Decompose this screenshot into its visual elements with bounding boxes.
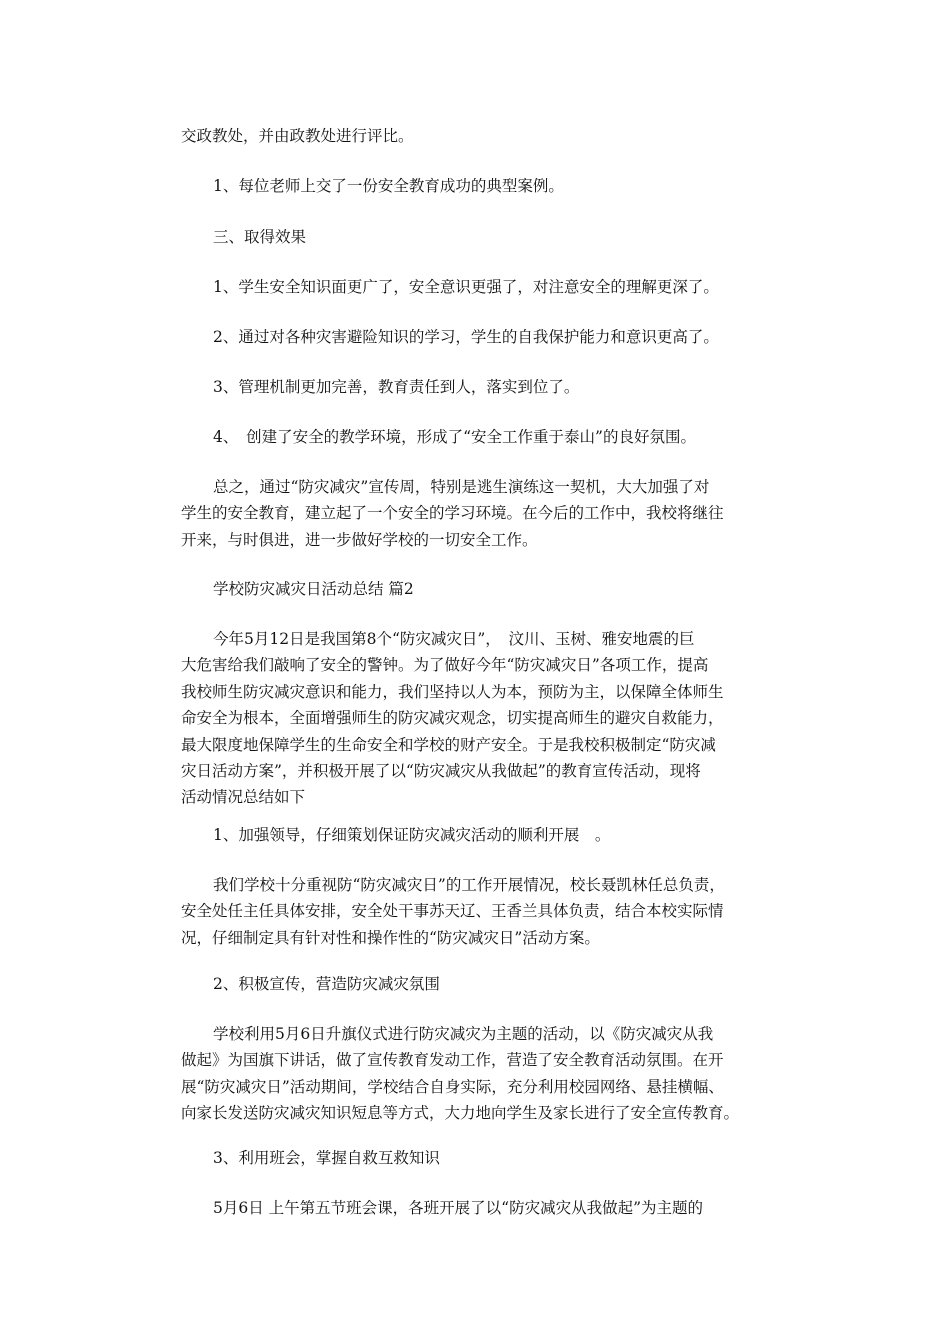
text-line: 三、取得效果 bbox=[213, 228, 307, 246]
text-line: 我们学校十分重视防“防灾减灾日”的工作开展情况，校长聂凯林任总负责， bbox=[213, 876, 725, 894]
text-line: 5月6日 上午第五节班会课，各班开展了以“防灾减灾从我做起”为主题的 bbox=[213, 1199, 704, 1217]
result-item-1 bbox=[181, 274, 775, 300]
text-line: 活动情况总结如下 bbox=[181, 788, 306, 807]
text-line: 3、利用班会，掌握自救互救知识 bbox=[213, 1149, 440, 1167]
text-line: 向家长发送防灾减灾知识短息等方式，大力地向学生及家长进行了安全宣传教育。 bbox=[181, 1104, 740, 1123]
text-line: 我校师生防灾减灾意识和能力，我们坚持以人为本，预防为主，以保障全体师生 bbox=[181, 682, 724, 701]
text-line: 最大限度地保障学生的生命安全和学校的财产安全。于是我校积极制定“防灾减 bbox=[181, 735, 716, 754]
text-line: 今年5月12日是我国第8个“防灾减灾日”， 汶川、玉树、雅安地震的巨 bbox=[213, 630, 695, 648]
paragraph-class-meeting bbox=[181, 1195, 775, 1221]
subheading-class-meeting bbox=[181, 1145, 775, 1171]
text-line: 大危害给我们敲响了安全的警钟。为了做好今年“防灾减灾日”各项工作，提高 bbox=[181, 656, 709, 675]
text-line: 2、通过对各种灾害避险知识的学习，学生的自我保护能力和意识更高了。 bbox=[213, 328, 719, 346]
text-line: 1、加强领导，仔细策划保证防灾减灾活动的顺利开展 。 bbox=[213, 826, 611, 844]
paragraph-leadership bbox=[181, 872, 775, 951]
paragraph-continuation bbox=[181, 123, 775, 149]
subheading-leadership bbox=[181, 822, 775, 848]
article-title-part-2 bbox=[181, 576, 775, 602]
text-line: 学校防灾减灾日活动总结 篇2 bbox=[213, 580, 414, 598]
text-line: 灾日活动方案”，并积极开展了以“防灾减灾从我做起”的教育宣传活动，现将 bbox=[181, 762, 701, 781]
text-line: 开来，与时俱进，进一步做好学校的一切安全工作。 bbox=[181, 530, 538, 549]
text-line: 展“防灾减灾日”活动期间，学校结合自身实际，充分利用校园网络、悬挂横幅、 bbox=[181, 1077, 724, 1096]
text-line: 3、管理机制更加完善，教育责任到人，落实到位了。 bbox=[213, 378, 580, 396]
text-line: 1、学生安全知识面更广了，安全意识更强了，对注意安全的理解更深了。 bbox=[213, 278, 719, 296]
text-line: 交政教处，并由政教处进行评比。 bbox=[181, 127, 414, 145]
text-line: 学生的安全教育，建立起了一个安全的学习环境。在今后的工作中，我校将继往 bbox=[181, 504, 724, 523]
text-line: 4、 创建了安全的教学环境，形成了“安全工作重于泰山”的良好氛围。 bbox=[213, 428, 696, 446]
result-item-2 bbox=[181, 324, 775, 350]
paragraph-intro bbox=[181, 626, 775, 811]
list-item-case-study bbox=[181, 173, 775, 199]
text-line: 命安全为根本，全面增强师生的防灾减灾观念，切实提高师生的避灾自救能力， bbox=[181, 709, 724, 728]
text-line: 总之，通过“防灾减灾”宣传周，特别是逃生演练这一契机，大大加强了对 bbox=[213, 478, 710, 496]
section-heading-results bbox=[181, 224, 775, 250]
text-line: 做起》为国旗下讲话，做了宣传教育发动工作，营造了安全教育活动氛围。在开 bbox=[181, 1051, 724, 1070]
result-item-4 bbox=[181, 424, 775, 450]
text-line: 况，仔细制定具有针对性和操作性的“防灾减灾日”活动方案。 bbox=[181, 928, 600, 947]
text-line: 1、每位老师上交了一份安全教育成功的典型案例。 bbox=[213, 177, 564, 195]
text-line: 安全处任主任具体安排，安全处干事苏天辽、王香兰具体负责，结合本校实际情 bbox=[181, 902, 724, 921]
result-item-3 bbox=[181, 374, 775, 400]
text-line: 2、积极宣传，营造防灾减灾氛围 bbox=[213, 975, 440, 993]
subheading-publicity bbox=[181, 971, 775, 997]
paragraph-publicity bbox=[181, 1021, 775, 1127]
paragraph-summary bbox=[181, 474, 775, 553]
text-line: 学校利用5月6日升旗仪式进行防灾减灾为主题的活动，以《防灾减灾从我 bbox=[213, 1025, 714, 1043]
